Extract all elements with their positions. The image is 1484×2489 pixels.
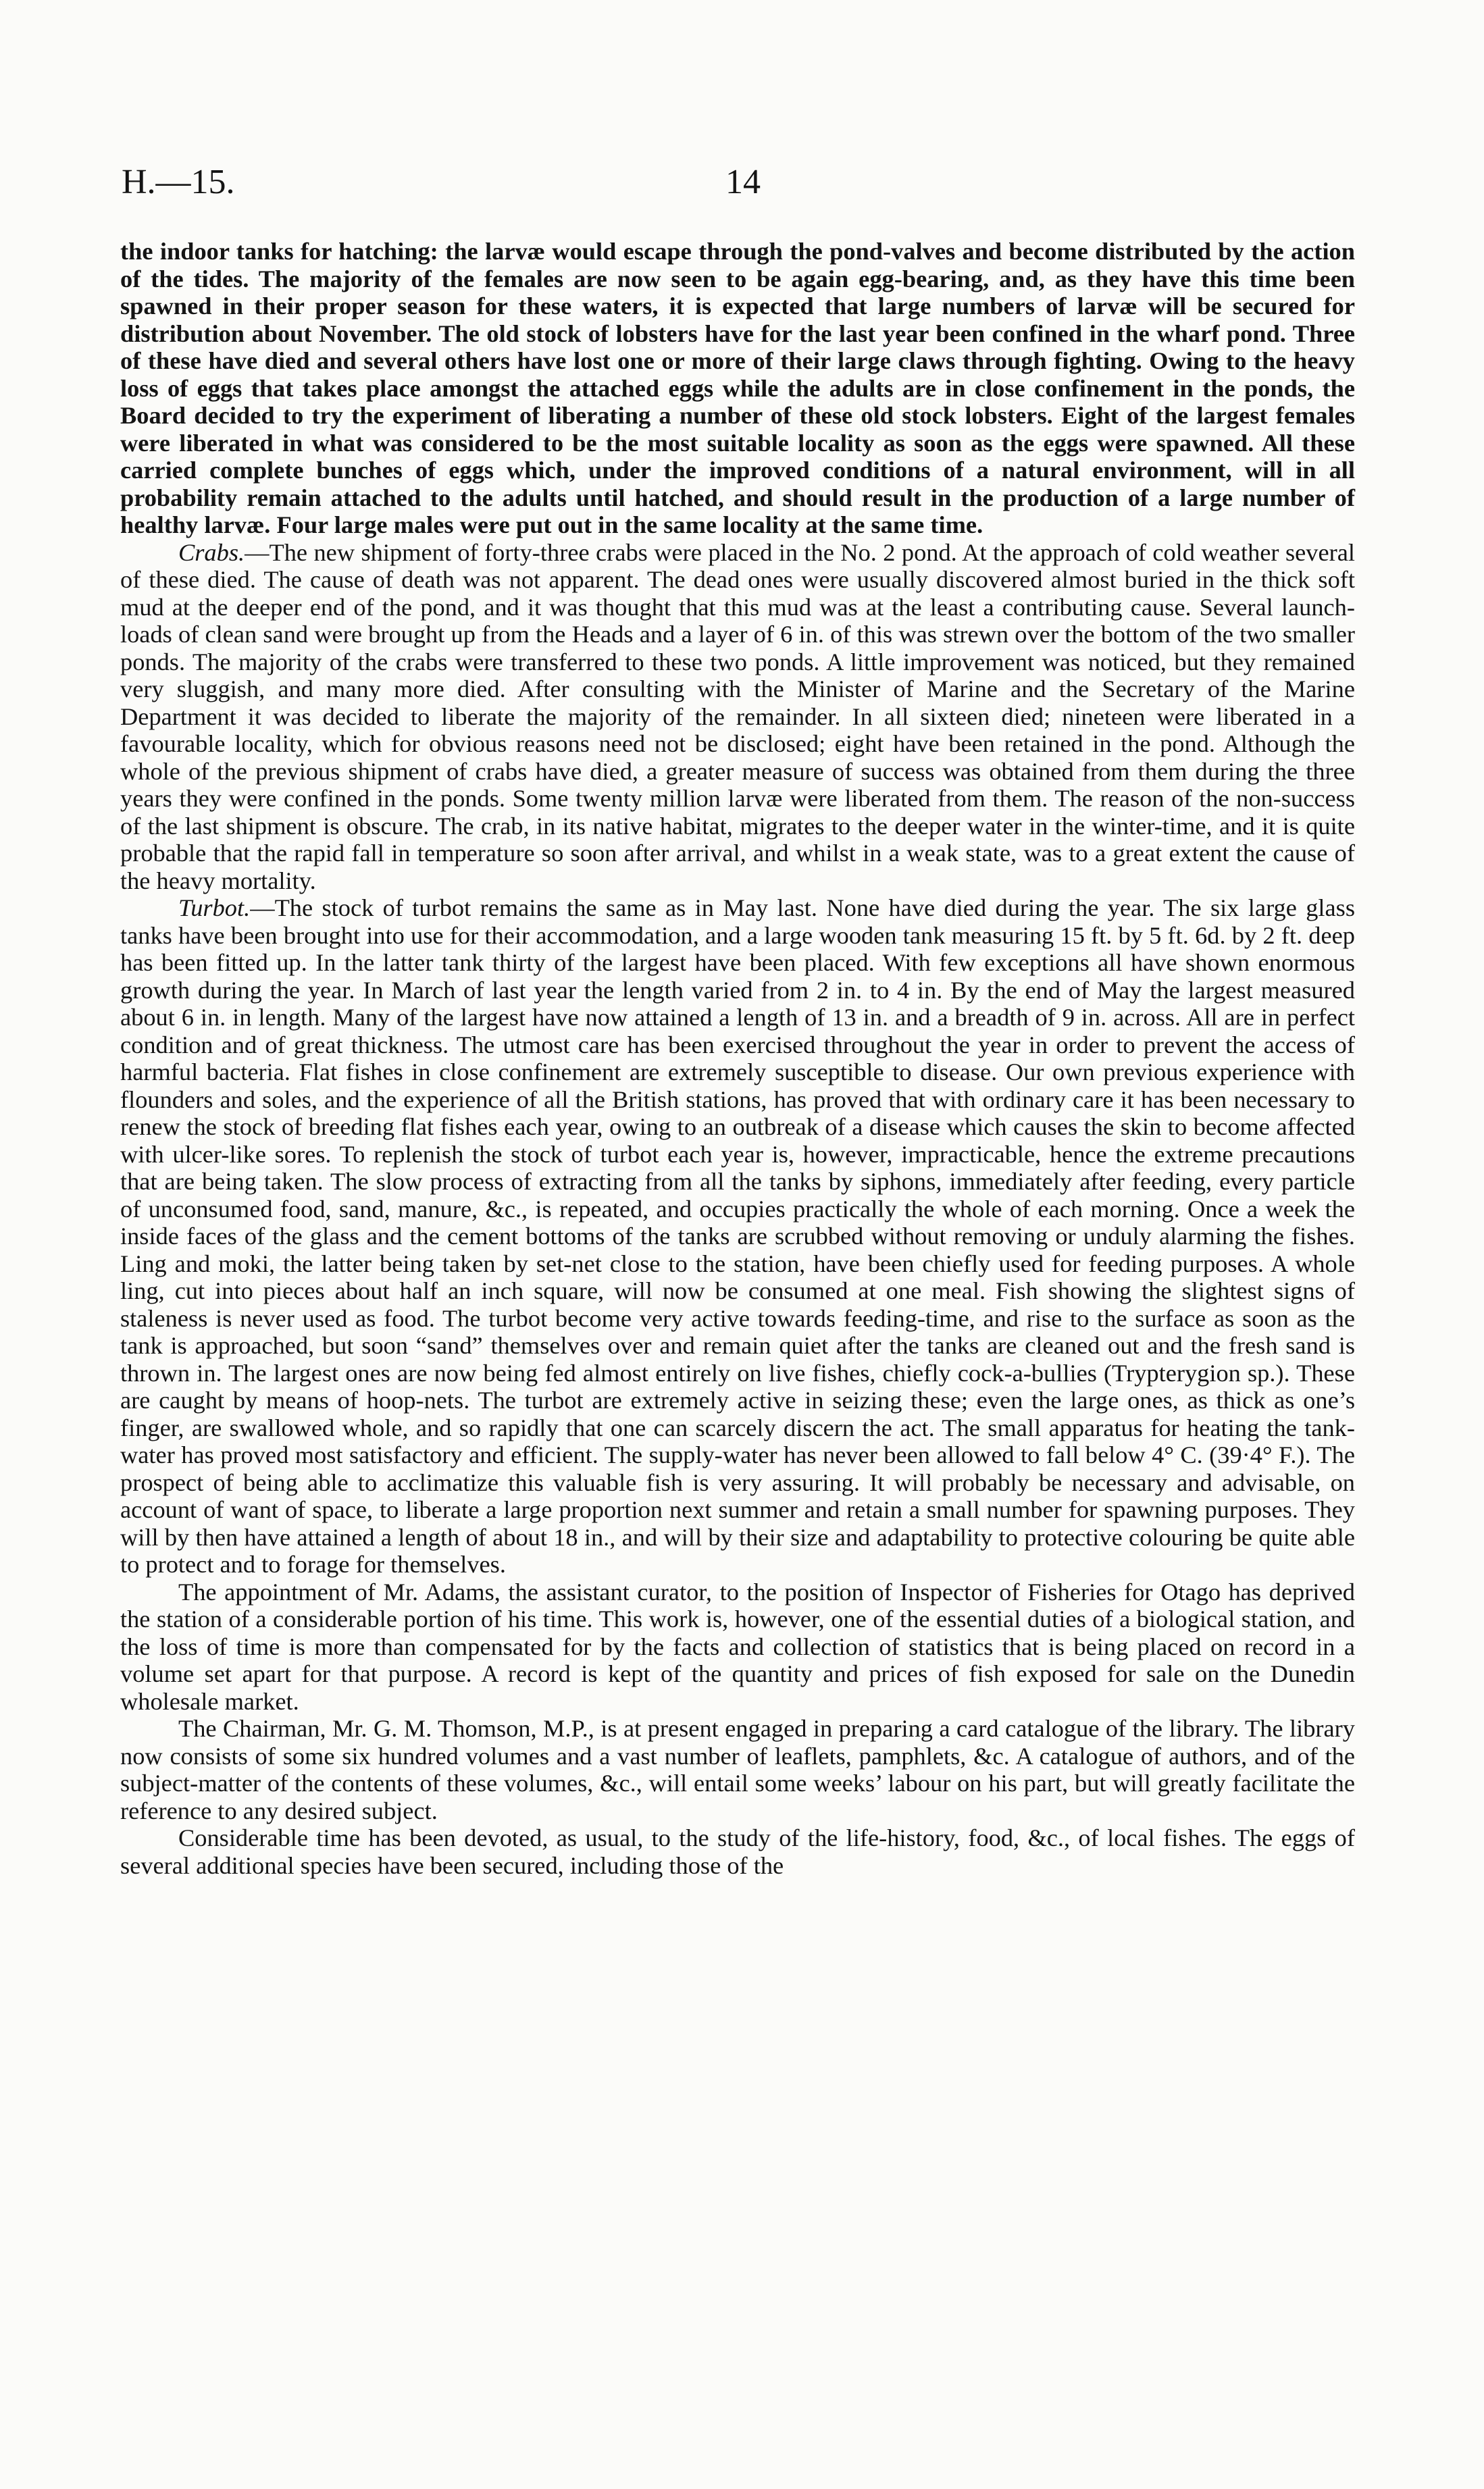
paragraph-fishes bbox=[120, 1824, 1355, 1879]
body-text bbox=[120, 238, 1355, 1879]
section-heading-crabs: Crabs. bbox=[178, 538, 245, 566]
paragraph-library bbox=[120, 1715, 1355, 1824]
paragraph-lobsters bbox=[120, 238, 1355, 539]
paragraph-text: —The stock of turbot remains the same as in May last. None have died during the year. The six large glass tanks have been brought into use for their accommodation, and a large wooden tank measuring 15 ft. by 5 ft. 6d. by 2 ft. deep has been fitted up. In the latter tank thirty of the largest have been placed. With few exceptions all have shown enormous growth during the year. In March of last year the length varied from 2 in. to 4 in. By the end of May the largest measured about 6 in. in length. Many of the largest have now attained a length of 13 in. and a breadth of 9 in. across. All are in perfect condition and of great thickness. The utmost care has been exercised throughout the year in order to prevent the access of harmful bacteria. Flat fishes in close confinement are extremely susceptible to disease. Our own previous experience with flounders and soles, and the experience of all the British stations, has proved that with ordinary care it has been necessary to renew the stock of breeding flat fishes each year, owing to an outbreak of a disease which causes the skin to become affected with ulcer-like sores. To replenish the stock of turbot each year is, however, impracticable, hence the extreme precautions that are being taken. The slow process of extracting from all the tanks by siphons, immediately after feeding, every particle of unconsumed food, sand, manure, &c., is repeated, and occupies practically the whole of each morning. Once a week the inside faces of the glass and the cement bottoms of the tanks are scrubbed without removing or unduly alarming the fishes. Ling and moki, the latter being taken by set-net close to the station, have been chiefly used for feeding purposes. A whole ling, cut into pieces about half an inch square, will now be consumed at one meal. Fish showing the slightest signs of staleness is never used as food. The turbot become very active towards feeding-time, and rise to the surface as soon as the tank is approached, but soon “sand” themselves over and remain quiet after the tanks are cleaned out and the fresh sand is thrown in. The largest ones are now being fed almost entirely on live fishes, chiefly cock-a-bullies (Trypterygion sp.). These are caught by means of hoop-nets. The turbot are extremely active in seizing these; even the large ones, as thick as one’s finger, are swallowed whole, and so rapidly that one can scarcely discern the act. The small apparatus for heating the tank-water has proved most satisfactory and efficient. The supply-water has never been allowed to fall below 4° C. (39·4° F.). The prospect of being able to acclimatize this valuable fish is very assuring. It will probably be necessary and advisable, on account of want of space, to liberate a large proportion next summer and retain a small number for spawning purposes. They will by then have attained a length of about 18 in., and will by their size and adaptability to protective colouring be quite able to protect and to forage for themselves. bbox=[120, 894, 1355, 1578]
paragraph-text: The Chairman, Mr. G. M. Thomson, M.P., is at present engaged in preparing a card catalogue of the library. The library now consists of some six hundred volumes and a vast number of leaflets, pamphlets, &c. A catalogue of authors, and of the subject-matter of the contents of these volumes, &c., will entail some weeks’ labour on his part, but will greatly facilitate the reference to any desired subject. bbox=[120, 1715, 1355, 1824]
paragraph-text: the indoor tanks for hatching: the larvæ would escape through the pond-valves and become distributed by the action of the tides. The majority of the females are now seen to be again egg-bearing, and, as they have this time been spawned in their proper season for these waters, it is expected that large numbers of larvæ will be secured for distribution about November. The old stock of lobsters have for the last year been confined in the wharf pond. Three of these have died and several others have lost one or more of their large claws through fighting. Owing to the heavy loss of eggs that takes place amongst the attached eggs while the adults are in close confinement in the ponds, the Board decided to try the experiment of liberating a number of these old stock lobsters. Eight of the largest females were liberated in what was considered to be the most suitable locality as soon as the eggs were spawned. All these carried complete bunches of eggs which, under the improved conditions of a natural environment, will in all probability remain attached to the adults until hatched, and should result in the production of a large number of healthy larvæ. Four large males were put out in the same locality at the same time. bbox=[120, 238, 1355, 538]
paragraph-text: The appointment of Mr. Adams, the assistant curator, to the position of Inspector of Fisheries for Otago has deprived the station of a considerable portion of his time. This work is, however, one of the essential duties of a biological station, and the loss of time is more than compensated for by the facts and collection of statistics that is being placed on record in a volume set apart for that purpose. A record is kept of the quantity and prices of fish exposed for sale on the Dunedin wholesale market. bbox=[120, 1578, 1355, 1715]
section-heading-turbot: Turbot. bbox=[178, 894, 251, 921]
page-number: 14 bbox=[725, 163, 761, 201]
paragraph-inspector bbox=[120, 1579, 1355, 1716]
paragraph-turbot bbox=[120, 894, 1355, 1579]
paragraph-crabs bbox=[120, 539, 1355, 895]
paragraph-text: Considerable time has been devoted, as usual, to the study of the life-history, food, &c., of local fishes. The eggs of several additional species have been secured, including those of the bbox=[120, 1824, 1355, 1879]
document-reference: H.—15. bbox=[122, 163, 235, 201]
paragraph-text: —The new shipment of forty-three crabs were placed in the No. 2 pond. At the approach of cold weather several of these died. The cause of death was not apparent. The dead ones were usually discovered almost buried in the thick soft mud at the deeper end of the pond, and it was thought that this mud was at the least a contributing cause. Several launch-loads of clean sand were brought up from the Heads and a layer of 6 in. of this was strewn over the bottom of the two smaller ponds. The majority of the crabs were transferred to these two ponds. A little improvement was noticed, but they remained very sluggish, and many more died. After consulting with the Minister of Marine and the Secretary of the Marine Department it was decided to liberate the majority of the remainder. In all sixteen died; nineteen were liberated in a favourable locality, which for obvious reasons need not be disclosed; eight have been retained in the pond. Although the whole of the previous shipment of crabs have died, a greater measure of success was obtained from them during the three years they were confined in the ponds. Some twenty million larvæ were liberated from them. The reason of the non-success of the last shipment is obscure. The crab, in its native habitat, migrates to the deeper water in the winter-time, and it is quite probable that the rapid fall in temperature so soon after arrival, and whilst in a weak state, was to a great extent the cause of the heavy mortality. bbox=[120, 538, 1355, 894]
